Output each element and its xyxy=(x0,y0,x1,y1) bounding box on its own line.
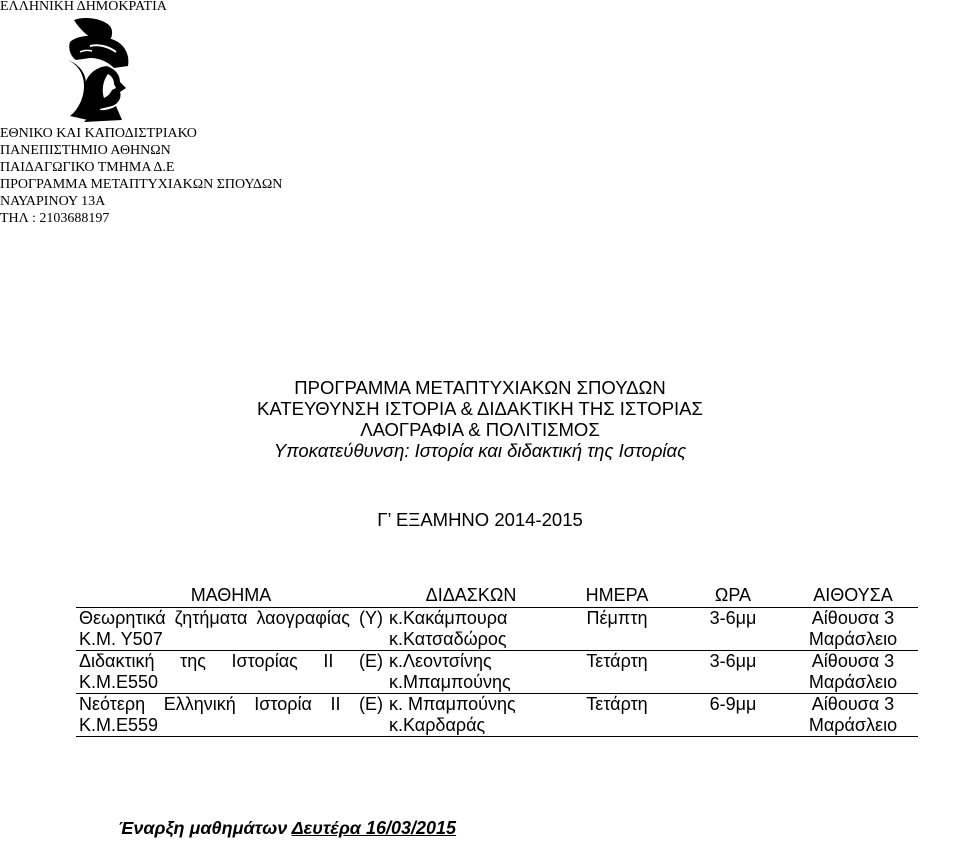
course-start-line xyxy=(118,818,456,839)
course-cell: Νεότερη Ελληνική Ιστορία ΙΙ (Ε) Κ.Μ.Ε559 xyxy=(76,694,386,737)
day-cell: Τετάρτη xyxy=(556,694,678,737)
room-name: Αίθουσα 3 xyxy=(811,651,895,671)
room-name: Αίθουσα 3 xyxy=(811,608,895,628)
program-title-block xyxy=(0,377,960,461)
course-cell: Διδακτική της Ιστορίας ΙΙ (Ε) Κ.Μ.Ε550 xyxy=(76,651,386,694)
schedule-table xyxy=(76,585,918,737)
room-cell xyxy=(788,608,918,651)
instructor-name: κ. Μπαμπούνης xyxy=(389,694,516,714)
time-cell: 3-6μμ xyxy=(678,651,788,694)
header-line-phone: ΤΗΛ : 2103688197 xyxy=(0,211,110,226)
room-name: Αίθουσα 3 xyxy=(811,694,895,714)
institution-header xyxy=(0,125,282,227)
time-cell: 6-9μμ xyxy=(678,694,788,737)
instructor-name: κ.Λεοντσίνης xyxy=(389,651,492,671)
table-row xyxy=(76,694,918,737)
day-cell: Τετάρτη xyxy=(556,651,678,694)
instructor-cell xyxy=(386,694,556,737)
room-building: Μαράσλειο xyxy=(808,715,898,735)
course-start-label: Έναρξη μαθημάτων xyxy=(118,818,292,838)
header-line-university-2: ΠΑΝΕΠΙΣΤΗΜΙΟ ΑΘΗΝΩΝ xyxy=(0,143,171,158)
column-header-day: ΗΜΕΡΑ xyxy=(556,585,678,608)
course-cell: Θεωρητικά ζητήματα λαογραφίας (Υ) Κ.Μ. Υ507 xyxy=(76,608,386,651)
header-line-university-1: ΕΘΝΙΚΟ ΚΑΙ ΚΑΠΟΔΙΣΤΡΙΑΚΟ xyxy=(0,126,197,141)
table-row xyxy=(76,608,918,651)
room-building: Μαράσλειο xyxy=(808,629,898,649)
athena-head-emblem-icon xyxy=(44,16,154,124)
instructor-name: κ.Μπαμπούνης xyxy=(389,672,511,692)
table-row xyxy=(76,651,918,694)
room-cell xyxy=(788,651,918,694)
column-header-course: ΜΑΘΗΜΑ xyxy=(76,585,386,608)
column-header-time: ΩΡΑ xyxy=(678,585,788,608)
room-building: Μαράσλειο xyxy=(808,672,898,692)
column-header-instructor: ΔΙΔΑΣΚΩΝ xyxy=(386,585,556,608)
instructor-name: κ.Κατσαδώρος xyxy=(389,629,507,649)
program-subdirection: Υποκατεύθυνση: Ιστορία και διδακτική της Ιστορίας xyxy=(273,440,687,461)
semester-title: Γ’ ΕΞΑΜΗΝΟ 2014-2015 xyxy=(377,509,583,530)
room-cell xyxy=(788,694,918,737)
program-direction: ΚΑΤΕΥΘΥΝΣΗ ΙΣΤΟΡΙΑ & ΔΙΔΑΚΤΙΚΗ ΤΗΣ ΙΣΤΟΡΙΑΣ xyxy=(257,398,703,419)
program-field: ΛΑΟΓΡΑΦΙΑ & ΠΟΛΙΤΙΣΜΟΣ xyxy=(360,419,600,440)
header-line-program: ΠΡΟΓΡΑΜΜΑ ΜΕΤΑΠΤΥΧΙΑΚΩΝ ΣΠΟΥΔΩΝ xyxy=(0,177,283,192)
header-line-address: ΝΑΥΑΡΙΝΟΥ 13Α xyxy=(0,194,106,209)
instructor-cell xyxy=(386,651,556,694)
program-title: ΠΡΟΓΡΑΜΜΑ ΜΕΤΑΠΤΥΧΙΑΚΩΝ ΣΠΟΥΔΩΝ xyxy=(294,377,666,398)
day-cell: Πέμπτη xyxy=(556,608,678,651)
header-line-department: ΠΑΙΔΑΓΩΓΙΚΟ ΤΜΗΜΑ Δ.Ε xyxy=(0,160,175,175)
course-start-date: Δευτέρα 16/03/2015 xyxy=(291,818,457,838)
time-cell: 3-6μμ xyxy=(678,608,788,651)
instructor-cell xyxy=(386,608,556,651)
instructor-name: κ.Καρδαράς xyxy=(389,715,486,735)
table-header-row xyxy=(76,585,918,608)
instructor-name: κ.Κακάμπουρα xyxy=(389,608,508,628)
column-header-room: ΑΙΘΟΥΣΑ xyxy=(788,585,918,608)
top-line-country: ΕΛΛΗΝΙΚΗ ΔΗΜΟΚΡΑΤΙΑ xyxy=(0,0,167,14)
